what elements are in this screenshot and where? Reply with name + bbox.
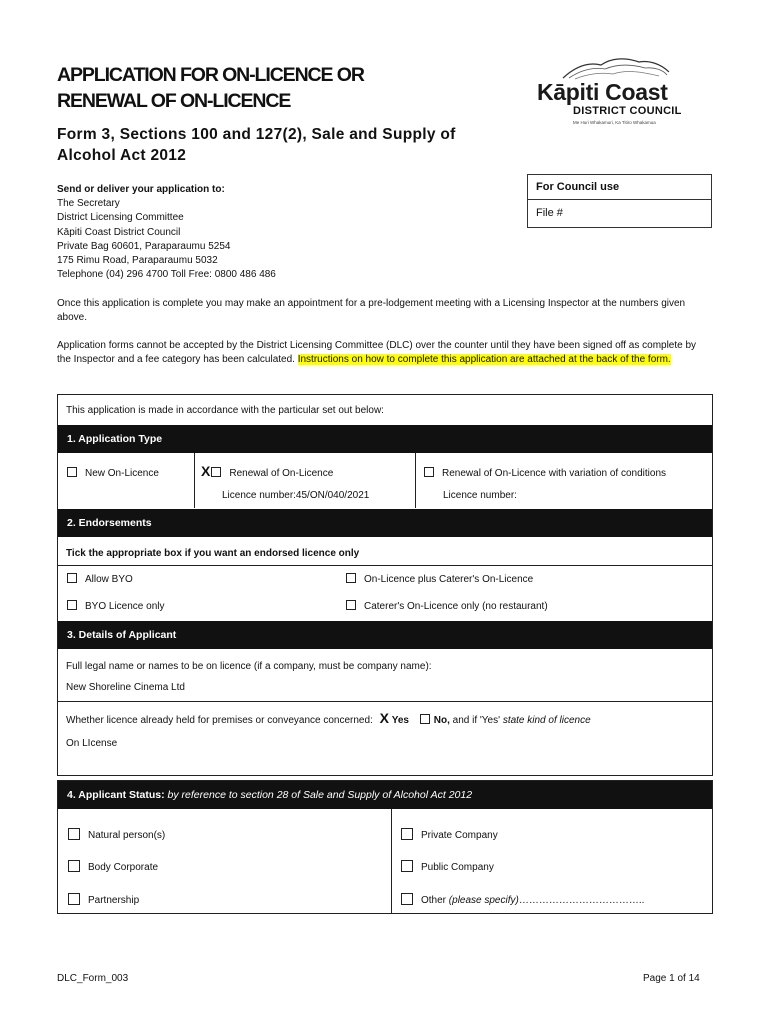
- option-label: Renewal of On-Licence with variation of conditions: [442, 468, 667, 479]
- section-1-title: 1. Application Type: [67, 433, 163, 445]
- option-label: Body Corporate: [88, 862, 159, 873]
- checkbox-icon[interactable]: [401, 828, 413, 840]
- checkbox-icon[interactable]: [68, 828, 80, 840]
- address-line: District Licensing Committee: [57, 212, 184, 224]
- option-renewal-with-variation[interactable]: [424, 467, 666, 479]
- licence-held-value[interactable]: On LIcense: [66, 738, 118, 749]
- checkbox-icon[interactable]: [67, 573, 77, 583]
- address-line: Telephone (04) 296 4700 Toll Free: 0800 486 486: [57, 269, 276, 281]
- no-option[interactable]: No,: [433, 715, 450, 726]
- and-if-text: and if 'Yes': [452, 715, 501, 726]
- council-use-box: [527, 174, 712, 228]
- x-mark: X: [201, 463, 211, 479]
- send-address: [57, 183, 276, 282]
- option-label: Caterer's On-Licence only (no restaurant): [364, 601, 548, 612]
- option-label: Partnership: [88, 895, 140, 906]
- option-allow-byo[interactable]: [67, 573, 133, 585]
- checkbox-icon[interactable]: [346, 573, 356, 583]
- checkbox-icon[interactable]: [68, 860, 80, 872]
- checkbox-icon[interactable]: [67, 467, 77, 477]
- variation-licence-number[interactable]: Licence number:: [443, 490, 517, 501]
- intro-text: Application forms cannot be accepted by the District Licensing Committee (DLC) over the counter until they have been signed off as complete by the Inspector and a fee category has been calculated.: [57, 340, 697, 365]
- form-subtitle: [57, 124, 456, 166]
- licence-held-question: [66, 710, 591, 726]
- section-2-header: [58, 509, 712, 537]
- option-label: Public Company: [421, 862, 494, 873]
- logo-subtitle: DISTRICT COUNCIL: [573, 105, 682, 117]
- footer-form-code: DLC_Form_003: [57, 973, 129, 984]
- footer-page-number: Page 1 of 14: [643, 973, 700, 984]
- application-intro-line: This application is made in accordance with the particular set out below:: [66, 405, 384, 416]
- option-byo-licence-only[interactable]: [67, 600, 165, 612]
- endorsement-instruction: Tick the appropriate box if you want an endorsed licence only: [66, 548, 360, 559]
- x-mark: X: [379, 710, 389, 726]
- intro-paragraph-1: Once this application is complete you may make an appointment for a pre-lodgement meeting with a Licensing Inspector at the numbers given above.: [57, 298, 686, 323]
- intro-paragraph-2: [57, 339, 707, 367]
- option-label: BYO Licence only: [85, 601, 165, 612]
- address-line: Kāpiti Coast District Council: [57, 226, 181, 238]
- send-heading: Send or deliver your application to:: [57, 184, 225, 195]
- section-4-reference: by reference to section 28 of Sale and Supply of Alcohol Act 2012: [167, 789, 473, 801]
- state-kind-text: state kind of licence: [502, 715, 591, 726]
- checkbox-icon[interactable]: [68, 893, 80, 905]
- council-logo: [537, 56, 707, 130]
- option-label: Natural person(s): [88, 830, 166, 841]
- option-natural-persons[interactable]: [68, 828, 165, 841]
- highlighted-instructions: Instructions on how to complete this application are attached at the back of the form.: [297, 354, 671, 365]
- form-table-section-4: [57, 780, 713, 914]
- option-other[interactable]: [401, 893, 644, 906]
- option-label: Allow BYO: [85, 574, 133, 585]
- title-line-2: RENEWAL OF ON-LICENCE: [57, 90, 291, 112]
- section-1-header: [58, 425, 712, 453]
- address-line: 175 Rimu Road, Paraparaumu 5032: [57, 255, 218, 267]
- subtitle-line-2: Alcohol Act 2012: [57, 147, 187, 164]
- checkbox-icon[interactable]: [424, 467, 434, 477]
- licence-held-label: Whether licence already held for premises or conveyance concerned:: [66, 715, 373, 726]
- option-private-company[interactable]: [401, 828, 498, 841]
- option-caterers-only[interactable]: [346, 600, 548, 612]
- option-on-licence-plus-caterers[interactable]: [346, 573, 533, 585]
- council-use-title: For Council use: [528, 175, 711, 200]
- checkbox-icon[interactable]: [401, 860, 413, 872]
- checkbox-icon[interactable]: [401, 893, 413, 905]
- option-label: Renewal of On-Licence: [229, 468, 334, 479]
- address-line: Private Bag 60601, Paraparaumu 5254: [57, 240, 231, 252]
- option-label: Private Company: [421, 830, 498, 841]
- checkbox-icon[interactable]: [346, 600, 356, 610]
- section-4-title: 4. Applicant Status:: [67, 789, 165, 801]
- option-label: On-Licence plus Caterer's On-Licence: [364, 574, 534, 585]
- please-specify-text: (please specify): [448, 895, 519, 906]
- option-body-corporate[interactable]: [68, 860, 158, 873]
- renewal-licence-number[interactable]: Licence number:45/ON/040/2021: [222, 490, 370, 501]
- logo-name: Kāpiti Coast: [537, 79, 668, 105]
- option-partnership[interactable]: [68, 893, 139, 906]
- title-line-1: APPLICATION FOR ON-LICENCE OR: [57, 64, 364, 86]
- section-2-title: 2. Endorsements: [67, 517, 152, 529]
- section-3-title: 3. Details of Applicant: [67, 629, 177, 641]
- file-number-field[interactable]: File #: [536, 207, 563, 219]
- option-new-on-licence[interactable]: [67, 467, 159, 479]
- address-line: The Secretary: [57, 198, 120, 210]
- full-legal-name-value[interactable]: New Shoreline Cinema Ltd: [66, 682, 185, 693]
- checkbox-icon[interactable]: [211, 467, 221, 477]
- checkbox-icon[interactable]: [67, 600, 77, 610]
- other-specify-field[interactable]: ………………………………..: [518, 895, 645, 906]
- yes-option[interactable]: Yes: [391, 715, 409, 726]
- form-title: [57, 62, 364, 114]
- checkbox-icon[interactable]: [420, 714, 430, 724]
- section-3-header: [58, 621, 712, 649]
- logo-tagline: Me Huri Whakamuri, Ka Titiro Whakamua: [573, 120, 656, 125]
- section-4-header: [58, 781, 712, 809]
- option-public-company[interactable]: [401, 860, 494, 873]
- option-renewal-on-licence[interactable]: [201, 463, 333, 479]
- full-legal-name-label: Full legal name or names to be on licence (if a company, must be company name):: [66, 661, 432, 672]
- form-table-main: [57, 394, 713, 776]
- option-label: Other: [421, 895, 447, 906]
- subtitle-line-1: Form 3, Sections 100 and 127(2), Sale and Supply of: [57, 126, 456, 143]
- option-label: New On-Licence: [85, 468, 159, 479]
